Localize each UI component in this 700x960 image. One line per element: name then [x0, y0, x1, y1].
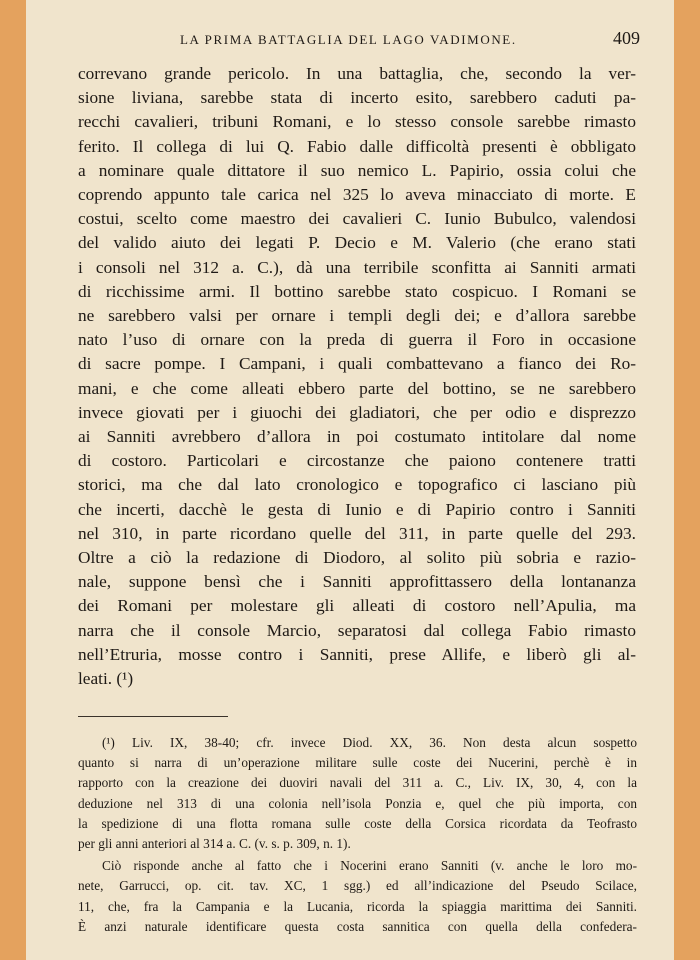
- text-line: invece giovati per i giuochi dei gladiatori, che per odio e disprezzo: [78, 402, 636, 422]
- footnotes: [78, 733, 637, 937]
- text-line: di ricchissime armi. Il bottino sarebbe stato cospicuo. I Romani se: [78, 281, 636, 301]
- text-line: del valido aiuto dei legati P. Decio e M. Valerio (che erano stati: [78, 233, 636, 253]
- text-line: di costoro. Particolari e circostanze che paiono contenere tratti: [78, 451, 636, 471]
- text-line: che incerti, dacchè le gesta di Iunio e di Papirio contro i Sanniti: [78, 499, 636, 519]
- footnote-line: (¹) Liv. IX, 38-40; cfr. invece Diod. XX, 36. Non desta alcun sospetto: [102, 735, 637, 750]
- text-line: nato l’uso di ornare con la preda di guerra il Foro in occasione: [78, 330, 636, 350]
- text-line: ne sarebbero valsi per ornare i templi degli dei; e d’allora sarebbe: [78, 306, 636, 326]
- text-line: nel 310, in parte ricordano quelle del 311, in parte quelle del 293.: [78, 523, 636, 543]
- footnote-line: deduzione nel 313 di una colonia nell’isola Ponzia e, quel che più importa, con: [78, 795, 637, 811]
- book-page: [26, 0, 674, 960]
- text-line: Oltre a ciò la redazione di Diodoro, al solito più sobria e razio-: [78, 548, 636, 568]
- text-line: correvano grande pericolo. In una battaglia, che, secondo la ver-: [78, 64, 636, 83]
- text-line: narra che il console Marcio, separatosi dal collega Fabio rimasto: [78, 620, 636, 640]
- footnote-line: per gli anni anteriori al 314 a. C. (v. s. p. 309, n. 1).: [78, 836, 351, 852]
- text-line: di sacre pompe. I Campani, i quali combattevano a fianco dei Ro-: [78, 354, 636, 374]
- main-text: [78, 62, 636, 691]
- footnote-divider: [78, 716, 228, 717]
- text-line: ai Sanniti avrebbero d’allora in poi costumato intitolare dal nome: [78, 427, 636, 447]
- text-line: a nominare quale dittatore il suo nemico L. Papirio, ossia colui che: [78, 160, 636, 180]
- text-line: sione liviana, sarebbe stata di incerto esito, sarebbero caduti pa-: [78, 88, 636, 108]
- text-line: nale, suppone bensì che i Sanniti approfittassero della lontananza: [78, 572, 636, 592]
- text-line: leati. (¹): [78, 669, 134, 689]
- footnote-line: la spedizione di una flotta romana sulle coste della Corsica ricordata da Teofrasto: [78, 815, 637, 831]
- footnote-line: Ciò risponde anche al fatto che i Nocerini erano Sanniti (v. anche le loro mo-: [102, 858, 637, 874]
- footnote-line: quanto si narra di un’operazione militare sulle coste dei Nucerini, perchè è in: [78, 755, 637, 771]
- text-line: recchi cavalieri, tribuni Romani, e lo stesso console sarebbe rimasto: [78, 112, 636, 132]
- text-line: dei Romani per molestare gli alleati di costoro nell’Apulia, ma: [78, 596, 636, 616]
- text-line: mani, e che come alleati ebbero parte del bottino, se ne sarebbero: [78, 378, 636, 398]
- running-title: LA PRIMA BATTAGLIA DEL LAGO VADIMONE.: [180, 32, 517, 47]
- text-line: coprendo appunto tale carica nel 325 lo aveva minacciato di morte. E: [78, 185, 636, 205]
- footnote-line: 11, che, fra la Campania e la Lucania, ricorda la spiaggia marittima dei Sanniti.: [78, 898, 637, 914]
- text-line: ferito. Il collega di lui Q. Fabio dalle difficoltà presenti è obbligato: [78, 136, 636, 156]
- text-line: costui, scelto come maestro dei cavalieri C. Iunio Bubulco, valendosi: [78, 209, 636, 229]
- footnote-line: nete, Garrucci, op. cit. tav. XC, 1 sgg.) ed all’indicazione del Pseudo Scilace,: [78, 878, 637, 894]
- text-line: nell’Etruria, mosse contro i Sanniti, prese Allife, e liberò gli al-: [78, 644, 636, 664]
- page-header: [26, 28, 674, 54]
- text-line: i consoli nel 312 a. C.), dà una terribile sconfitta ai Sanniti armati: [78, 257, 636, 277]
- text-line: storici, ma che dal lato cronologico e topografico ci lasciano più: [78, 475, 636, 495]
- page-number: 409: [613, 28, 640, 48]
- footnote-line: È anzi naturale identificare questa costa sannitica con quella della confedera-: [78, 918, 637, 934]
- footnote-line: rapporto con la creazione dei duoviri navali del 311 a. C., Liv. IX, 30, 4, con la: [78, 775, 637, 791]
